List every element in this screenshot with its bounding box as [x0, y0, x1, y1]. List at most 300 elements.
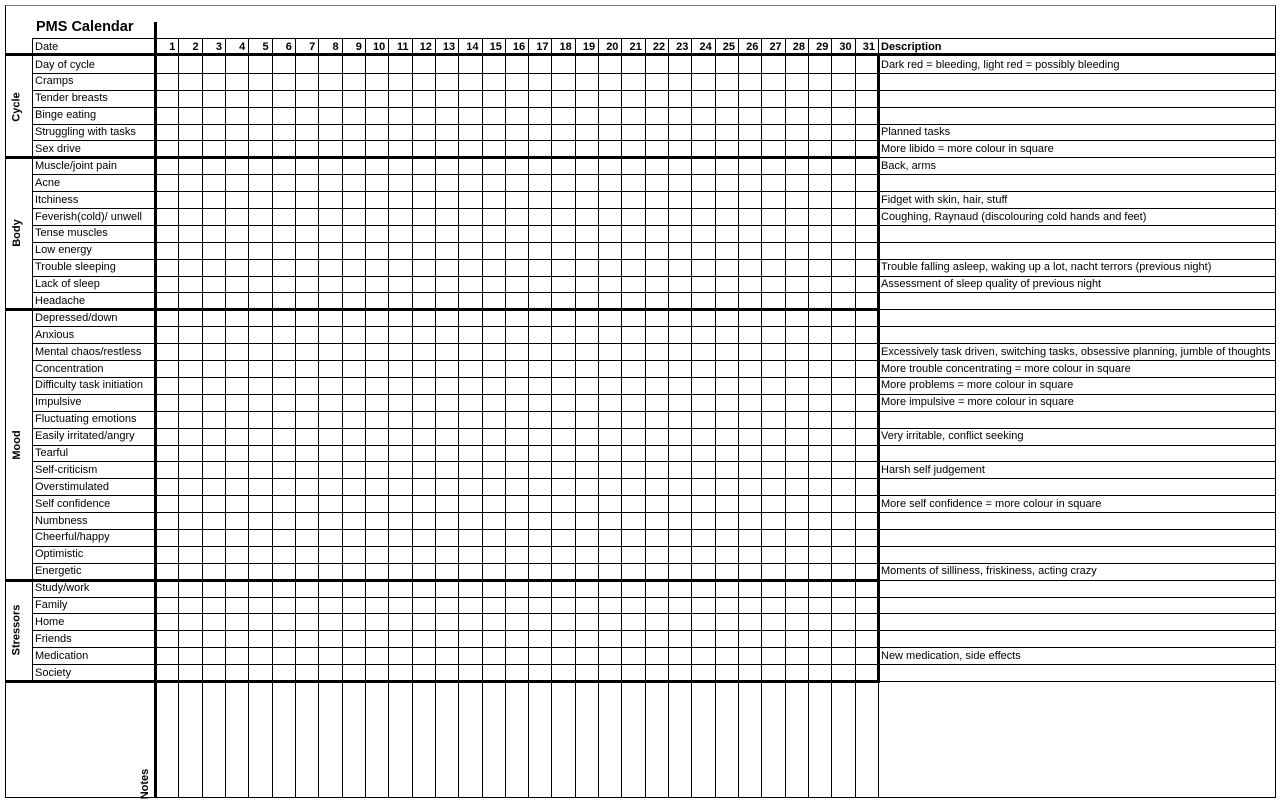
day-cell[interactable]: [576, 446, 597, 461]
day-cell[interactable]: [226, 361, 247, 376]
day-cell[interactable]: [296, 412, 317, 427]
day-cell[interactable]: [599, 462, 620, 477]
day-cell[interactable]: [599, 209, 620, 224]
day-cell[interactable]: [343, 513, 364, 528]
day-cell[interactable]: [249, 327, 270, 342]
day-cell[interactable]: [436, 141, 457, 156]
day-cell[interactable]: [762, 57, 783, 72]
day-cell[interactable]: [203, 108, 224, 123]
day-cell[interactable]: [739, 547, 760, 562]
day-cell[interactable]: [319, 74, 340, 89]
day-cell[interactable]: [249, 209, 270, 224]
day-cell[interactable]: [506, 665, 527, 680]
day-cell[interactable]: [786, 581, 807, 596]
day-cell[interactable]: [249, 648, 270, 663]
day-cell[interactable]: [483, 564, 504, 579]
day-cell[interactable]: [459, 395, 480, 410]
day-cell[interactable]: [762, 344, 783, 359]
day-cell[interactable]: [459, 564, 480, 579]
day-cell[interactable]: [179, 125, 200, 140]
day-cell[interactable]: [249, 293, 270, 308]
day-cell[interactable]: [343, 530, 364, 545]
day-cell[interactable]: [716, 547, 737, 562]
day-cell[interactable]: [296, 614, 317, 629]
day-cell[interactable]: [599, 530, 620, 545]
day-cell[interactable]: [692, 479, 713, 494]
day-cell[interactable]: [622, 158, 643, 173]
day-cell[interactable]: [669, 158, 690, 173]
day-cell[interactable]: [856, 91, 877, 106]
day-cell[interactable]: [646, 158, 667, 173]
day-cell[interactable]: [296, 665, 317, 680]
notes-day-cell[interactable]: [716, 683, 737, 797]
day-cell[interactable]: [156, 581, 177, 596]
day-cell[interactable]: [552, 344, 573, 359]
day-cell[interactable]: [576, 141, 597, 156]
day-cell[interactable]: [832, 91, 853, 106]
day-cell[interactable]: [483, 429, 504, 444]
day-cell[interactable]: [459, 141, 480, 156]
day-cell[interactable]: [366, 378, 387, 393]
day-cell[interactable]: [273, 57, 294, 72]
day-cell[interactable]: [786, 614, 807, 629]
day-cell[interactable]: [576, 327, 597, 342]
day-cell[interactable]: [856, 57, 877, 72]
day-cell[interactable]: [156, 614, 177, 629]
notes-day-cell[interactable]: [599, 683, 620, 797]
day-cell[interactable]: [343, 446, 364, 461]
day-cell[interactable]: [646, 412, 667, 427]
day-cell[interactable]: [646, 108, 667, 123]
day-cell[interactable]: [832, 665, 853, 680]
day-cell[interactable]: [622, 361, 643, 376]
day-cell[interactable]: [506, 57, 527, 72]
day-cell[interactable]: [483, 530, 504, 545]
day-cell[interactable]: [226, 74, 247, 89]
day-cell[interactable]: [552, 226, 573, 241]
day-cell[interactable]: [436, 192, 457, 207]
day-cell[interactable]: [599, 91, 620, 106]
day-cell[interactable]: [506, 530, 527, 545]
day-cell[interactable]: [436, 614, 457, 629]
day-cell[interactable]: [856, 243, 877, 258]
day-cell[interactable]: [203, 293, 224, 308]
day-cell[interactable]: [203, 91, 224, 106]
day-cell[interactable]: [273, 395, 294, 410]
day-cell[interactable]: [203, 175, 224, 190]
day-cell[interactable]: [716, 327, 737, 342]
day-cell[interactable]: [156, 547, 177, 562]
notes-day-cell[interactable]: [319, 683, 340, 797]
day-cell[interactable]: [716, 57, 737, 72]
day-cell[interactable]: [436, 361, 457, 376]
day-cell[interactable]: [273, 243, 294, 258]
day-cell[interactable]: [156, 530, 177, 545]
day-cell[interactable]: [692, 564, 713, 579]
day-cell[interactable]: [529, 446, 550, 461]
day-cell[interactable]: [646, 243, 667, 258]
day-cell[interactable]: [366, 277, 387, 292]
day-cell[interactable]: [319, 530, 340, 545]
day-cell[interactable]: [692, 327, 713, 342]
day-cell[interactable]: [226, 226, 247, 241]
day-cell[interactable]: [552, 243, 573, 258]
day-cell[interactable]: [692, 141, 713, 156]
day-cell[interactable]: [389, 564, 410, 579]
day-cell[interactable]: [156, 665, 177, 680]
day-cell[interactable]: [529, 243, 550, 258]
day-cell[interactable]: [646, 648, 667, 663]
day-cell[interactable]: [599, 429, 620, 444]
day-cell[interactable]: [459, 614, 480, 629]
day-cell[interactable]: [249, 226, 270, 241]
day-cell[interactable]: [226, 158, 247, 173]
day-cell[interactable]: [646, 327, 667, 342]
day-cell[interactable]: [296, 564, 317, 579]
day-cell[interactable]: [506, 125, 527, 140]
day-cell[interactable]: [739, 125, 760, 140]
day-cell[interactable]: [739, 530, 760, 545]
day-cell[interactable]: [599, 665, 620, 680]
day-cell[interactable]: [739, 108, 760, 123]
day-cell[interactable]: [599, 344, 620, 359]
day-cell[interactable]: [179, 479, 200, 494]
day-cell[interactable]: [576, 631, 597, 646]
day-cell[interactable]: [366, 344, 387, 359]
day-cell[interactable]: [459, 209, 480, 224]
day-cell[interactable]: [506, 108, 527, 123]
day-cell[interactable]: [483, 260, 504, 275]
day-cell[interactable]: [156, 327, 177, 342]
day-cell[interactable]: [692, 581, 713, 596]
day-cell[interactable]: [296, 260, 317, 275]
day-cell[interactable]: [459, 547, 480, 562]
day-cell[interactable]: [646, 665, 667, 680]
day-cell[interactable]: [692, 395, 713, 410]
day-cell[interactable]: [529, 648, 550, 663]
day-cell[interactable]: [692, 243, 713, 258]
day-cell[interactable]: [436, 327, 457, 342]
day-cell[interactable]: [739, 378, 760, 393]
day-cell[interactable]: [366, 462, 387, 477]
day-cell[interactable]: [856, 513, 877, 528]
day-cell[interactable]: [319, 412, 340, 427]
day-cell[interactable]: [739, 226, 760, 241]
day-cell[interactable]: [786, 57, 807, 72]
day-cell[interactable]: [226, 446, 247, 461]
day-cell[interactable]: [343, 57, 364, 72]
day-cell[interactable]: [483, 91, 504, 106]
day-cell[interactable]: [506, 446, 527, 461]
day-cell[interactable]: [249, 513, 270, 528]
day-cell[interactable]: [319, 496, 340, 511]
day-cell[interactable]: [739, 462, 760, 477]
day-cell[interactable]: [459, 57, 480, 72]
day-cell[interactable]: [459, 665, 480, 680]
day-cell[interactable]: [622, 108, 643, 123]
day-cell[interactable]: [156, 412, 177, 427]
day-cell[interactable]: [856, 598, 877, 613]
day-cell[interactable]: [809, 564, 830, 579]
day-cell[interactable]: [273, 192, 294, 207]
day-cell[interactable]: [576, 530, 597, 545]
day-cell[interactable]: [249, 614, 270, 629]
notes-day-cell[interactable]: [669, 683, 690, 797]
day-cell[interactable]: [552, 57, 573, 72]
day-cell[interactable]: [483, 277, 504, 292]
day-cell[interactable]: [179, 581, 200, 596]
day-cell[interactable]: [646, 598, 667, 613]
day-cell[interactable]: [669, 412, 690, 427]
day-cell[interactable]: [389, 665, 410, 680]
day-cell[interactable]: [786, 192, 807, 207]
day-cell[interactable]: [296, 513, 317, 528]
day-cell[interactable]: [762, 226, 783, 241]
notes-day-cell[interactable]: [296, 683, 317, 797]
day-cell[interactable]: [483, 361, 504, 376]
day-cell[interactable]: [296, 175, 317, 190]
day-cell[interactable]: [622, 192, 643, 207]
day-cell[interactable]: [622, 260, 643, 275]
day-cell[interactable]: [296, 631, 317, 646]
day-cell[interactable]: [413, 57, 434, 72]
day-cell[interactable]: [413, 581, 434, 596]
day-cell[interactable]: [226, 412, 247, 427]
day-cell[interactable]: [226, 91, 247, 106]
day-cell[interactable]: [179, 598, 200, 613]
day-cell[interactable]: [273, 479, 294, 494]
day-cell[interactable]: [552, 462, 573, 477]
day-cell[interactable]: [249, 429, 270, 444]
day-cell[interactable]: [786, 243, 807, 258]
day-cell[interactable]: [529, 513, 550, 528]
day-cell[interactable]: [273, 614, 294, 629]
day-cell[interactable]: [483, 344, 504, 359]
day-cell[interactable]: [716, 581, 737, 596]
day-cell[interactable]: [622, 209, 643, 224]
day-cell[interactable]: [856, 547, 877, 562]
day-cell[interactable]: [343, 378, 364, 393]
day-cell[interactable]: [552, 74, 573, 89]
day-cell[interactable]: [529, 378, 550, 393]
day-cell[interactable]: [389, 361, 410, 376]
day-cell[interactable]: [296, 344, 317, 359]
day-cell[interactable]: [273, 547, 294, 562]
day-cell[interactable]: [856, 378, 877, 393]
day-cell[interactable]: [786, 260, 807, 275]
day-cell[interactable]: [389, 141, 410, 156]
day-cell[interactable]: [576, 243, 597, 258]
day-cell[interactable]: [809, 395, 830, 410]
day-cell[interactable]: [786, 361, 807, 376]
day-cell[interactable]: [459, 192, 480, 207]
day-cell[interactable]: [156, 429, 177, 444]
day-cell[interactable]: [786, 429, 807, 444]
day-cell[interactable]: [156, 209, 177, 224]
day-cell[interactable]: [832, 648, 853, 663]
day-cell[interactable]: [762, 648, 783, 663]
day-cell[interactable]: [343, 462, 364, 477]
day-cell[interactable]: [599, 158, 620, 173]
day-cell[interactable]: [366, 141, 387, 156]
day-cell[interactable]: [319, 344, 340, 359]
day-cell[interactable]: [599, 125, 620, 140]
day-cell[interactable]: [856, 141, 877, 156]
day-cell[interactable]: [296, 74, 317, 89]
day-cell[interactable]: [179, 412, 200, 427]
day-cell[interactable]: [762, 175, 783, 190]
day-cell[interactable]: [249, 564, 270, 579]
day-cell[interactable]: [739, 277, 760, 292]
day-cell[interactable]: [436, 446, 457, 461]
day-cell[interactable]: [552, 158, 573, 173]
day-cell[interactable]: [832, 395, 853, 410]
day-cell[interactable]: [809, 598, 830, 613]
day-cell[interactable]: [226, 479, 247, 494]
day-cell[interactable]: [226, 581, 247, 596]
day-cell[interactable]: [599, 412, 620, 427]
day-cell[interactable]: [529, 125, 550, 140]
day-cell[interactable]: [389, 344, 410, 359]
day-cell[interactable]: [249, 158, 270, 173]
day-cell[interactable]: [692, 665, 713, 680]
day-cell[interactable]: [716, 91, 737, 106]
day-cell[interactable]: [576, 260, 597, 275]
day-cell[interactable]: [529, 665, 550, 680]
day-cell[interactable]: [389, 496, 410, 511]
day-cell[interactable]: [389, 158, 410, 173]
day-cell[interactable]: [716, 108, 737, 123]
day-cell[interactable]: [669, 564, 690, 579]
day-cell[interactable]: [296, 293, 317, 308]
day-cell[interactable]: [296, 530, 317, 545]
day-cell[interactable]: [226, 496, 247, 511]
day-cell[interactable]: [856, 108, 877, 123]
day-cell[interactable]: [389, 446, 410, 461]
day-cell[interactable]: [529, 361, 550, 376]
day-cell[interactable]: [739, 361, 760, 376]
day-cell[interactable]: [483, 614, 504, 629]
day-cell[interactable]: [716, 141, 737, 156]
day-cell[interactable]: [832, 141, 853, 156]
day-cell[interactable]: [436, 260, 457, 275]
day-cell[interactable]: [599, 108, 620, 123]
day-cell[interactable]: [529, 631, 550, 646]
day-cell[interactable]: [622, 479, 643, 494]
day-cell[interactable]: [669, 631, 690, 646]
day-cell[interactable]: [179, 277, 200, 292]
day-cell[interactable]: [576, 564, 597, 579]
day-cell[interactable]: [529, 429, 550, 444]
day-cell[interactable]: [343, 192, 364, 207]
day-cell[interactable]: [669, 293, 690, 308]
day-cell[interactable]: [203, 57, 224, 72]
day-cell[interactable]: [762, 513, 783, 528]
day-cell[interactable]: [786, 344, 807, 359]
day-cell[interactable]: [646, 260, 667, 275]
day-cell[interactable]: [529, 598, 550, 613]
day-cell[interactable]: [669, 462, 690, 477]
day-cell[interactable]: [692, 598, 713, 613]
day-cell[interactable]: [389, 412, 410, 427]
day-cell[interactable]: [599, 513, 620, 528]
day-cell[interactable]: [249, 598, 270, 613]
day-cell[interactable]: [319, 226, 340, 241]
day-cell[interactable]: [343, 158, 364, 173]
day-cell[interactable]: [786, 91, 807, 106]
day-cell[interactable]: [739, 496, 760, 511]
day-cell[interactable]: [669, 648, 690, 663]
day-cell[interactable]: [506, 209, 527, 224]
day-cell[interactable]: [669, 429, 690, 444]
day-cell[interactable]: [459, 125, 480, 140]
day-cell[interactable]: [203, 310, 224, 325]
day-cell[interactable]: [156, 192, 177, 207]
day-cell[interactable]: [506, 192, 527, 207]
day-cell[interactable]: [786, 108, 807, 123]
day-cell[interactable]: [203, 648, 224, 663]
day-cell[interactable]: [273, 108, 294, 123]
day-cell[interactable]: [646, 513, 667, 528]
day-cell[interactable]: [343, 260, 364, 275]
day-cell[interactable]: [669, 277, 690, 292]
day-cell[interactable]: [226, 192, 247, 207]
day-cell[interactable]: [413, 260, 434, 275]
day-cell[interactable]: [156, 395, 177, 410]
day-cell[interactable]: [179, 564, 200, 579]
day-cell[interactable]: [622, 598, 643, 613]
day-cell[interactable]: [506, 226, 527, 241]
day-cell[interactable]: [436, 665, 457, 680]
day-cell[interactable]: [529, 581, 550, 596]
day-cell[interactable]: [413, 564, 434, 579]
day-cell[interactable]: [389, 310, 410, 325]
day-cell[interactable]: [436, 513, 457, 528]
notes-day-cell[interactable]: [436, 683, 457, 797]
day-cell[interactable]: [436, 209, 457, 224]
day-cell[interactable]: [413, 429, 434, 444]
day-cell[interactable]: [599, 260, 620, 275]
day-cell[interactable]: [692, 614, 713, 629]
day-cell[interactable]: [249, 412, 270, 427]
day-cell[interactable]: [739, 74, 760, 89]
day-cell[interactable]: [179, 260, 200, 275]
day-cell[interactable]: [762, 462, 783, 477]
day-cell[interactable]: [552, 395, 573, 410]
day-cell[interactable]: [366, 310, 387, 325]
day-cell[interactable]: [296, 446, 317, 461]
day-cell[interactable]: [809, 648, 830, 663]
day-cell[interactable]: [832, 496, 853, 511]
day-cell[interactable]: [622, 530, 643, 545]
day-cell[interactable]: [576, 192, 597, 207]
day-cell[interactable]: [762, 614, 783, 629]
day-cell[interactable]: [389, 243, 410, 258]
day-cell[interactable]: [249, 479, 270, 494]
day-cell[interactable]: [809, 125, 830, 140]
day-cell[interactable]: [203, 513, 224, 528]
day-cell[interactable]: [483, 57, 504, 72]
day-cell[interactable]: [716, 496, 737, 511]
day-cell[interactable]: [856, 226, 877, 241]
day-cell[interactable]: [716, 260, 737, 275]
day-cell[interactable]: [319, 141, 340, 156]
day-cell[interactable]: [576, 108, 597, 123]
day-cell[interactable]: [296, 327, 317, 342]
day-cell[interactable]: [156, 631, 177, 646]
day-cell[interactable]: [249, 395, 270, 410]
notes-day-cell[interactable]: [529, 683, 550, 797]
